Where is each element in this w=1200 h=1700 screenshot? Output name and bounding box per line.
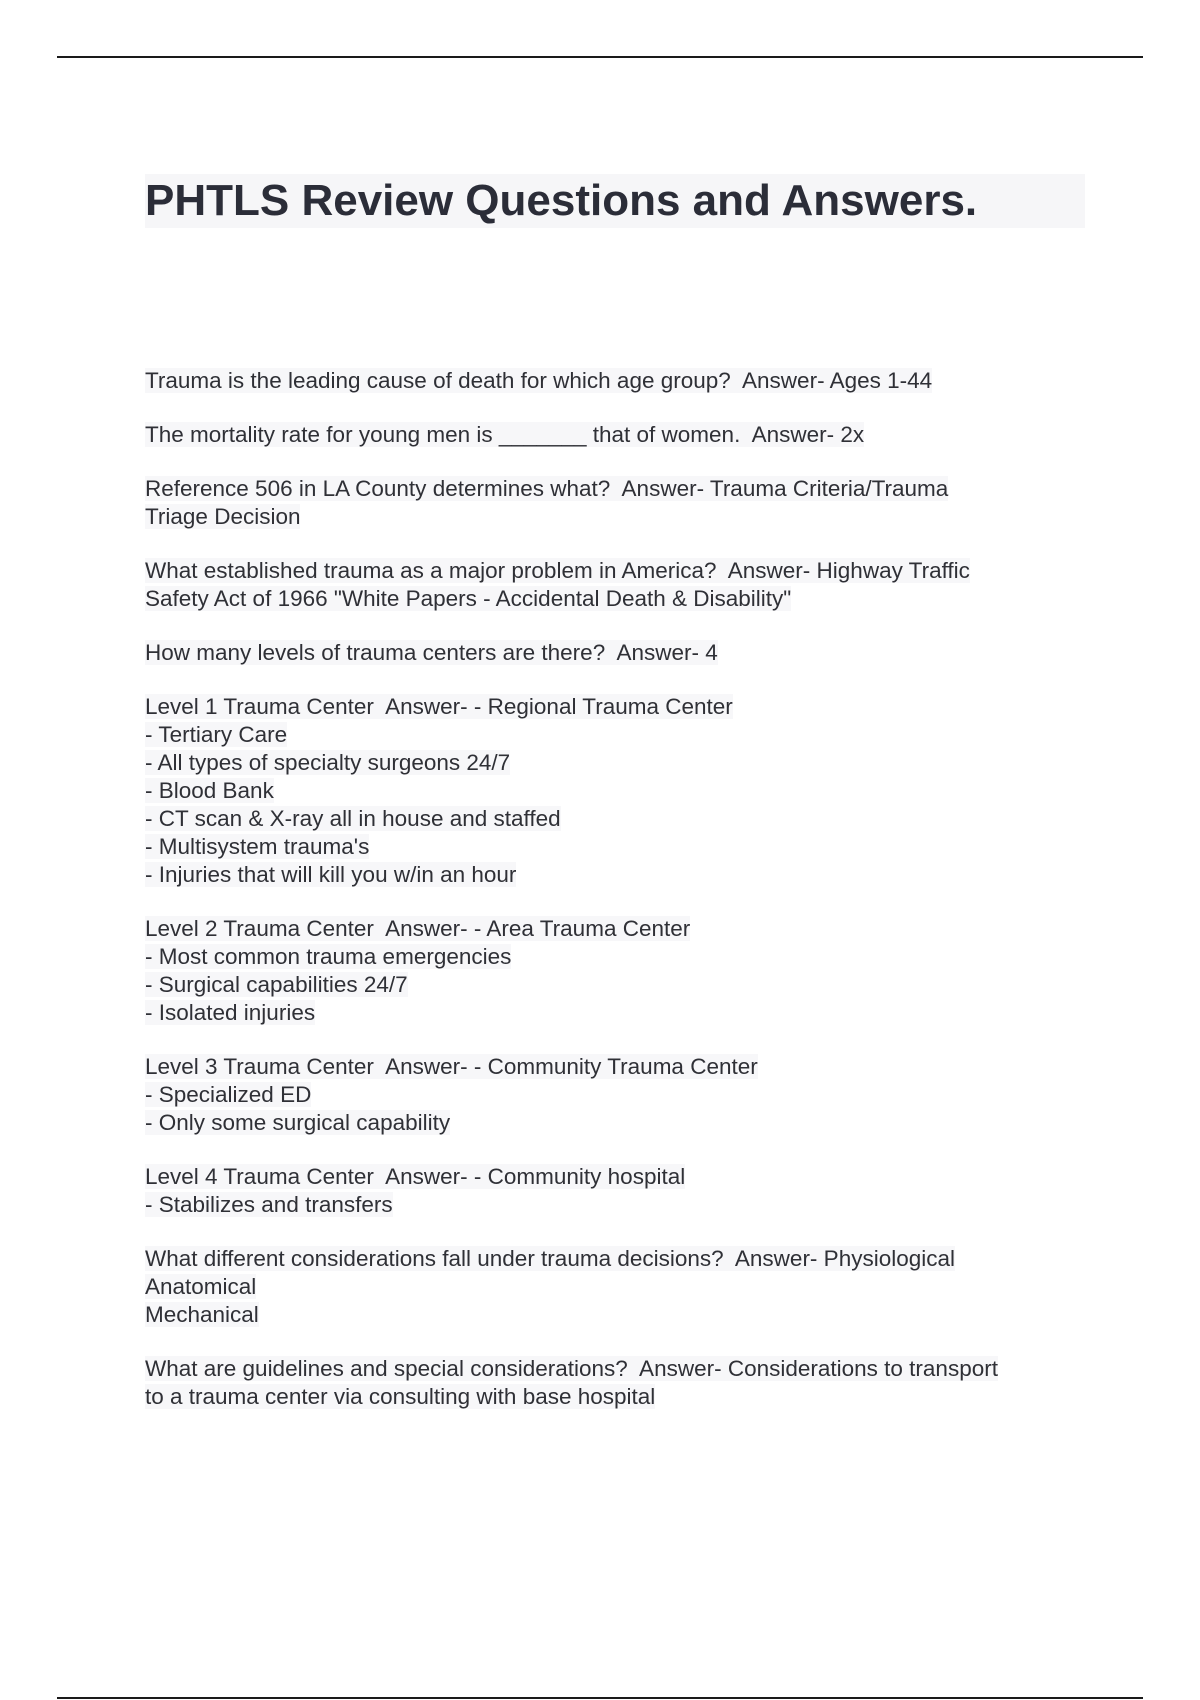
qa-line: - Stabilizes and transfers	[145, 1192, 393, 1217]
qa-line: - Blood Bank	[145, 778, 274, 803]
page-title: PHTLS Review Questions and Answers.	[145, 174, 1085, 228]
qa-line: Level 2 Trauma Center Answer- - Area Trauma Center	[145, 916, 691, 941]
qa-line: - All types of specialty surgeons 24/7	[145, 750, 511, 775]
qa-item	[145, 367, 1075, 395]
qa-line: What established trauma as a major problem in America? Answer- Highway Traffic	[145, 558, 970, 583]
qa-item	[145, 693, 1075, 889]
qa-line: Level 4 Trauma Center Answer- - Community hospital	[145, 1164, 686, 1189]
qa-item	[145, 1355, 1075, 1411]
qa-line: Trauma is the leading cause of death for which age group? Answer- Ages 1-44	[145, 368, 933, 393]
qa-line: How many levels of trauma centers are there? Answer- 4	[145, 640, 718, 665]
qa-item	[145, 1053, 1075, 1137]
qa-line: - Specialized ED	[145, 1082, 312, 1107]
qa-item	[145, 915, 1075, 1027]
qa-line: Mechanical	[145, 1302, 259, 1327]
qa-line: What different considerations fall under trauma decisions? Answer- Physiological	[145, 1246, 955, 1271]
qa-line: - Isolated injuries	[145, 1000, 316, 1025]
qa-line: - Only some surgical capability	[145, 1110, 451, 1135]
qa-line: Anatomical	[145, 1274, 257, 1299]
qa-line: What are guidelines and special considerations? Answer- Considerations to transport	[145, 1356, 998, 1381]
qa-line: Triage Decision	[145, 504, 301, 529]
qa-item	[145, 1163, 1075, 1219]
qa-item	[145, 639, 1075, 667]
qa-item	[145, 475, 1075, 531]
qa-list	[145, 367, 1075, 1437]
qa-item	[145, 557, 1075, 613]
qa-line: Safety Act of 1966 "White Papers - Accidental Death & Disability"	[145, 586, 792, 611]
qa-item	[145, 421, 1075, 449]
qa-line: - Surgical capabilities 24/7	[145, 972, 408, 997]
bottom-divider	[57, 1697, 1143, 1699]
qa-line: Reference 506 in LA County determines what? Answer- Trauma Criteria/Trauma	[145, 476, 949, 501]
qa-line: Level 3 Trauma Center Answer- - Community Trauma Center	[145, 1054, 758, 1079]
qa-item	[145, 1245, 1075, 1329]
qa-line: - Multisystem trauma's	[145, 834, 370, 859]
qa-line: Level 1 Trauma Center Answer- - Regional Trauma Center	[145, 694, 733, 719]
qa-line: - Most common trauma emergencies	[145, 944, 512, 969]
qa-line: - Injuries that will kill you w/in an hour	[145, 862, 517, 887]
qa-line: The mortality rate for young men is _______ that of women. Answer- 2x	[145, 422, 865, 447]
qa-line: - Tertiary Care	[145, 722, 288, 747]
qa-line: - CT scan & X-ray all in house and staffed	[145, 806, 561, 831]
top-divider	[57, 56, 1143, 58]
qa-line: to a trauma center via consulting with base hospital	[145, 1384, 656, 1409]
